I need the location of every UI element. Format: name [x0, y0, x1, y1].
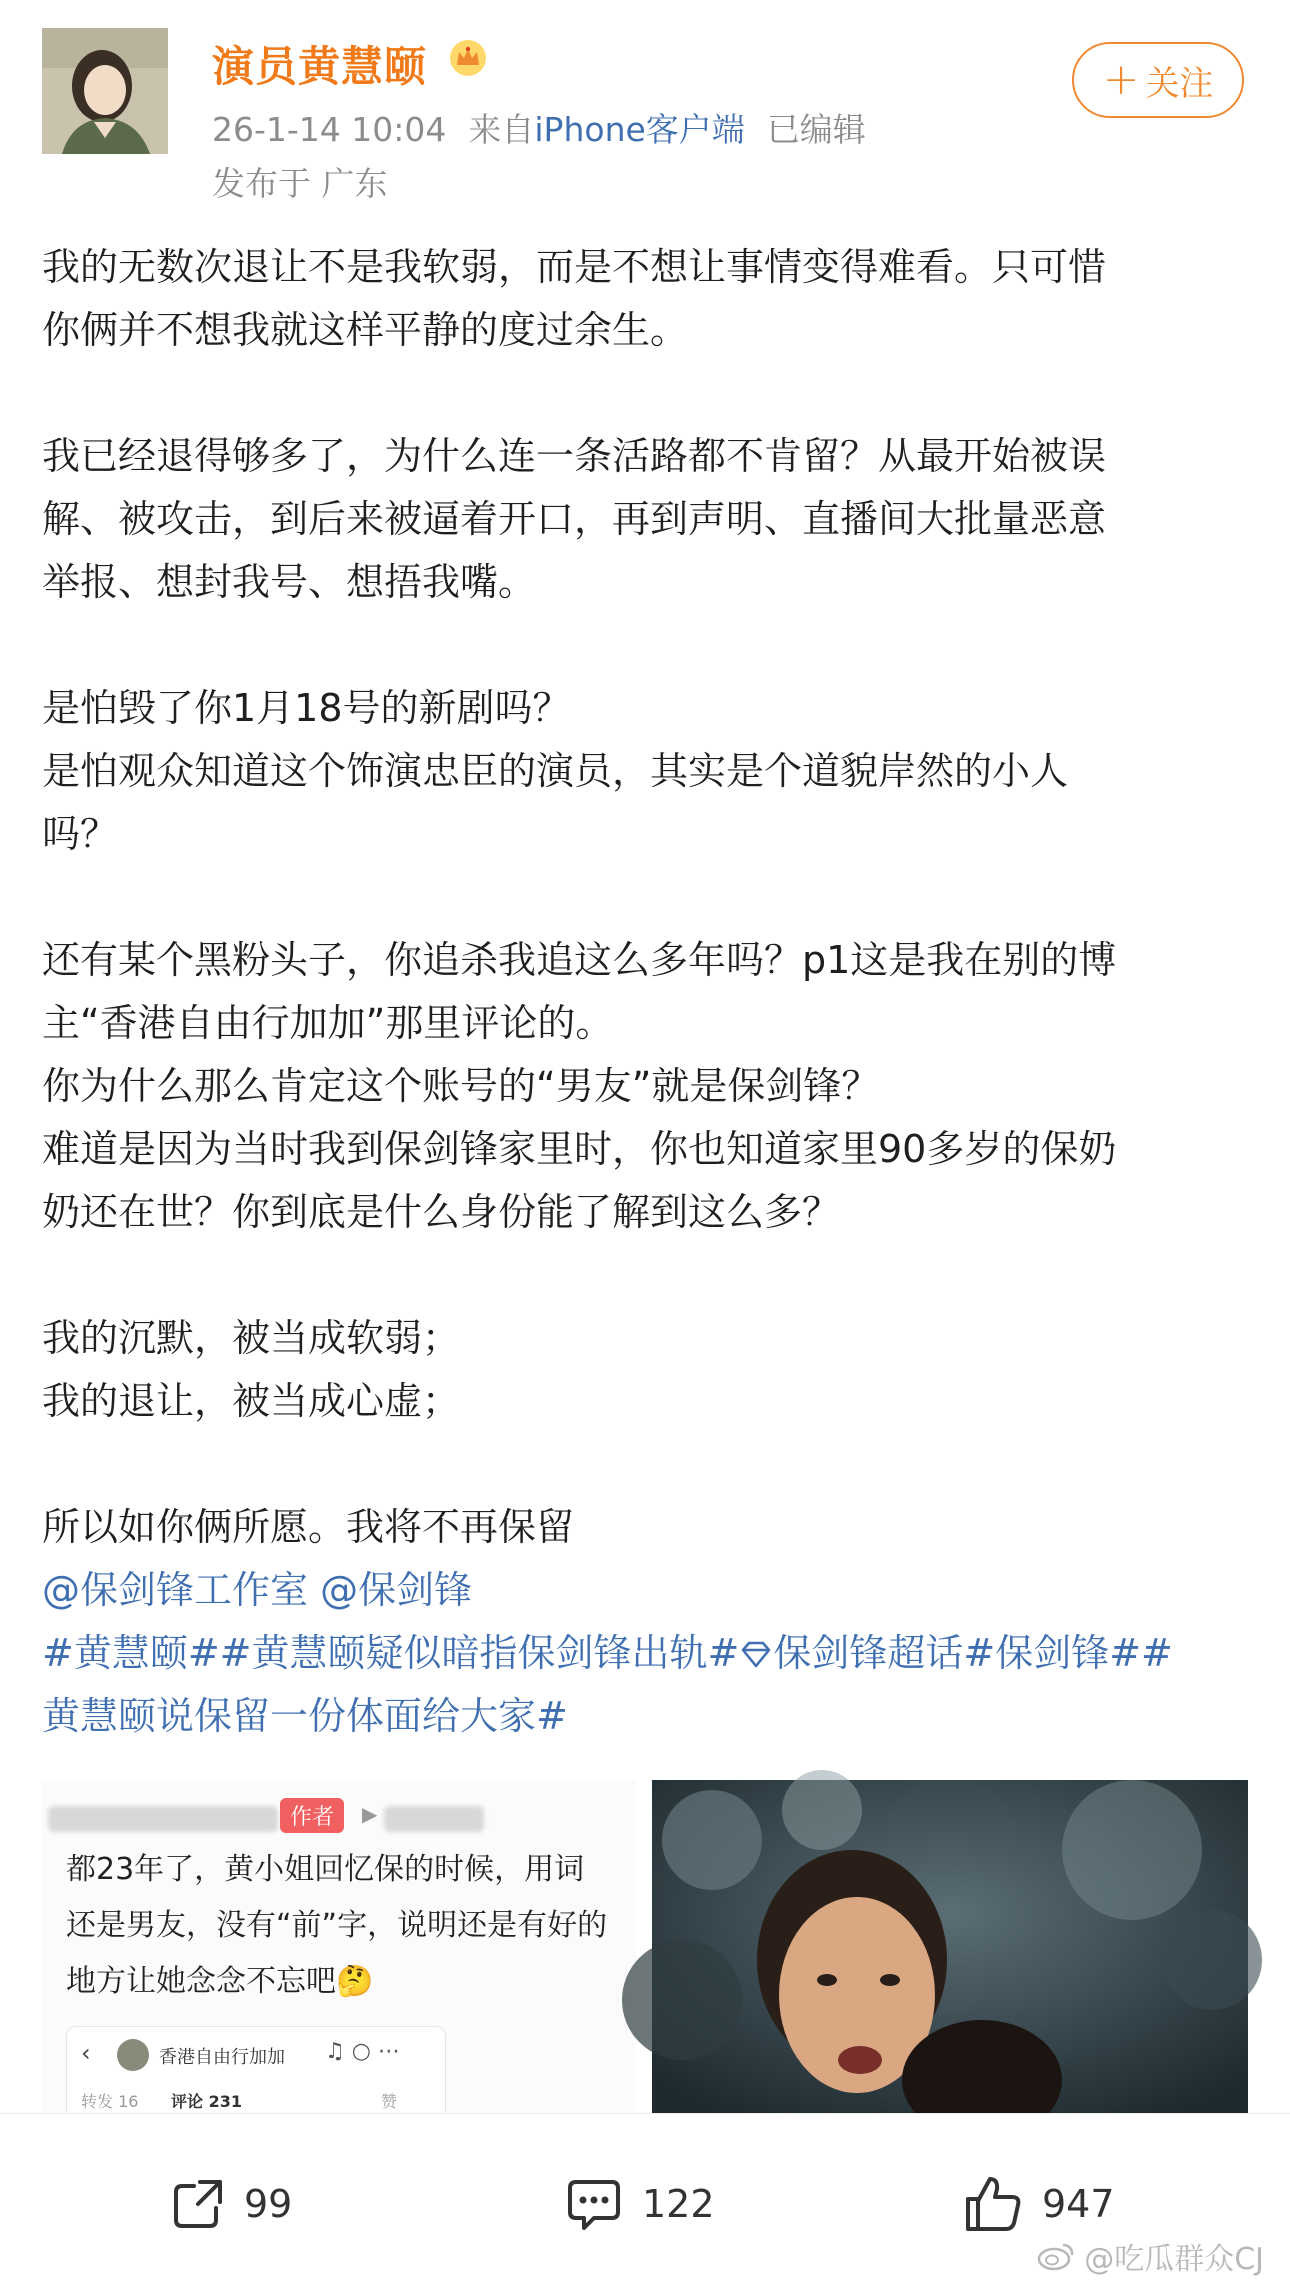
post-text-line: 我已经退得够多了，为什么连一条活路都不肯留？从最开始被误 — [42, 434, 1107, 478]
embedded-stats — [81, 2089, 431, 2112]
post-text-line: 我的沉默，被当成软弱； — [42, 1316, 461, 1360]
repost-stat: 转发 16 — [81, 2092, 139, 2111]
avatar — [117, 2039, 149, 2071]
comment-line: 都23年了，黄小姐回忆保的时候，用词 — [66, 1852, 585, 1887]
author-avatar[interactable] — [42, 28, 168, 154]
reply-arrow-icon: ▶ — [362, 1802, 378, 1826]
post-body — [42, 236, 1252, 1748]
follow-label: 关注 — [1145, 63, 1214, 104]
action-bar — [0, 2113, 1290, 2294]
like-stat: 赞 — [381, 2092, 398, 2111]
post-text-line: 奶还在世？你到底是什么身份能了解到这么多？ — [42, 1190, 841, 1234]
toolbar-icons: ♫ ○ ⋯ — [325, 2039, 400, 2064]
hashtags-line — [42, 1622, 1252, 1685]
share-icon — [170, 2176, 226, 2232]
thumbs-up-icon — [962, 2173, 1024, 2235]
hashtag-link[interactable]: 黄慧颐说保留一份体面给大家# — [42, 1694, 568, 1738]
plus-icon: + — [1102, 54, 1140, 105]
repost-count: 99 — [244, 2182, 293, 2226]
hashtag-link[interactable]: #黄慧颐##黄慧颐疑似暗指保剑锋出轨# — [42, 1631, 740, 1675]
post-text-line: 解、被攻击，到后来被逼着开口，再到声明、直播间大批量恶意 — [42, 497, 1107, 541]
post-images — [42, 1780, 1248, 2113]
blurred-username — [384, 1806, 484, 1832]
comment-icon — [564, 2174, 624, 2234]
post-text-line: 举报、想封我号、想捂我嘴。 — [42, 560, 537, 604]
post-text-line: 你俩并不想我就这样平静的度过余生。 — [42, 308, 689, 352]
mention-link[interactable]: @保剑锋工作室 — [42, 1568, 309, 1612]
post-text-line: 是怕观众知道这个饰演忠臣的演员，其实是个道貌岸然的小人 — [42, 749, 1069, 793]
post-text-line: 吗？ — [42, 812, 119, 856]
post-image-photo[interactable] — [652, 1780, 1248, 2113]
post-meta — [212, 104, 866, 151]
vip-crown-icon — [448, 38, 488, 78]
post-text-line: 所以如你俩所愿。我将不再保留 — [42, 1505, 575, 1549]
comment-line: 地方让她念念不忘吧🤔 — [66, 1964, 374, 1999]
post-text-line: 我的无数次退让不是我软弱，而是不想让事情变得难看。只可惜 — [42, 245, 1107, 289]
post-text-line: 还有某个黑粉头子，你追杀我追这么多年吗？p1这是我在别的博 — [42, 938, 1117, 982]
source-client[interactable]: iPhone客户端 — [534, 110, 745, 149]
author-badge: 作者 — [280, 1798, 344, 1833]
source-prefix: 来自 — [468, 110, 535, 149]
diamond-icon — [739, 1640, 773, 1670]
comment-stat: 评论 231 — [171, 2092, 242, 2111]
embedded-author: 香港自由行加加 — [159, 2047, 285, 2068]
super-topic-link[interactable]: 保剑锋超话#保剑锋## — [773, 1631, 1173, 1675]
watermark-text: @吃瓜群众CJ — [1084, 2242, 1264, 2277]
post-time: 26-1-14 10:04 — [212, 110, 447, 149]
post-text-line: 你为什么那么肯定这个账号的“男友”就是保剑锋？ — [42, 1064, 880, 1108]
like-count: 947 — [1042, 2182, 1115, 2226]
post-image-screenshot[interactable] — [42, 1780, 636, 2113]
post-text-line: 是怕毁了你1月18号的新剧吗？ — [42, 686, 571, 730]
back-arrow-icon: ‹ — [81, 2039, 91, 2067]
hashtags-line — [42, 1685, 1252, 1748]
thinking-emoji-icon: 🤔 — [336, 1964, 374, 1999]
post-location: 发布于 广东 — [212, 164, 388, 203]
blurred-username — [48, 1806, 278, 1832]
post-text-line: 难道是因为当时我到保剑锋家里时，你也知道家里90多岁的保奶 — [42, 1127, 1117, 1171]
post-text-line: 我的退让，被当成心虚； — [42, 1379, 461, 1423]
post-text-line: 主“香港自由行加加”那里评论的。 — [42, 1001, 614, 1045]
comment-count: 122 — [642, 2182, 715, 2226]
weibo-logo-icon — [1036, 2241, 1076, 2271]
repost-button[interactable] — [170, 2164, 292, 2244]
author-name[interactable]: 演员黄慧颐 — [212, 42, 428, 91]
mentions-line — [42, 1559, 1252, 1622]
like-button[interactable] — [962, 2164, 1115, 2244]
mention-link[interactable]: @保剑锋 — [320, 1568, 473, 1612]
follow-button[interactable] — [1072, 42, 1244, 118]
post-header — [0, 0, 1290, 203]
edited-label[interactable]: 已编辑 — [766, 110, 866, 149]
screenshot-comment — [66, 1842, 666, 2010]
watermark — [1036, 2234, 1264, 2278]
comment-line: 还是男友，没有“前”字，说明还是有好的 — [66, 1908, 608, 1943]
comment-button[interactable] — [564, 2164, 715, 2244]
